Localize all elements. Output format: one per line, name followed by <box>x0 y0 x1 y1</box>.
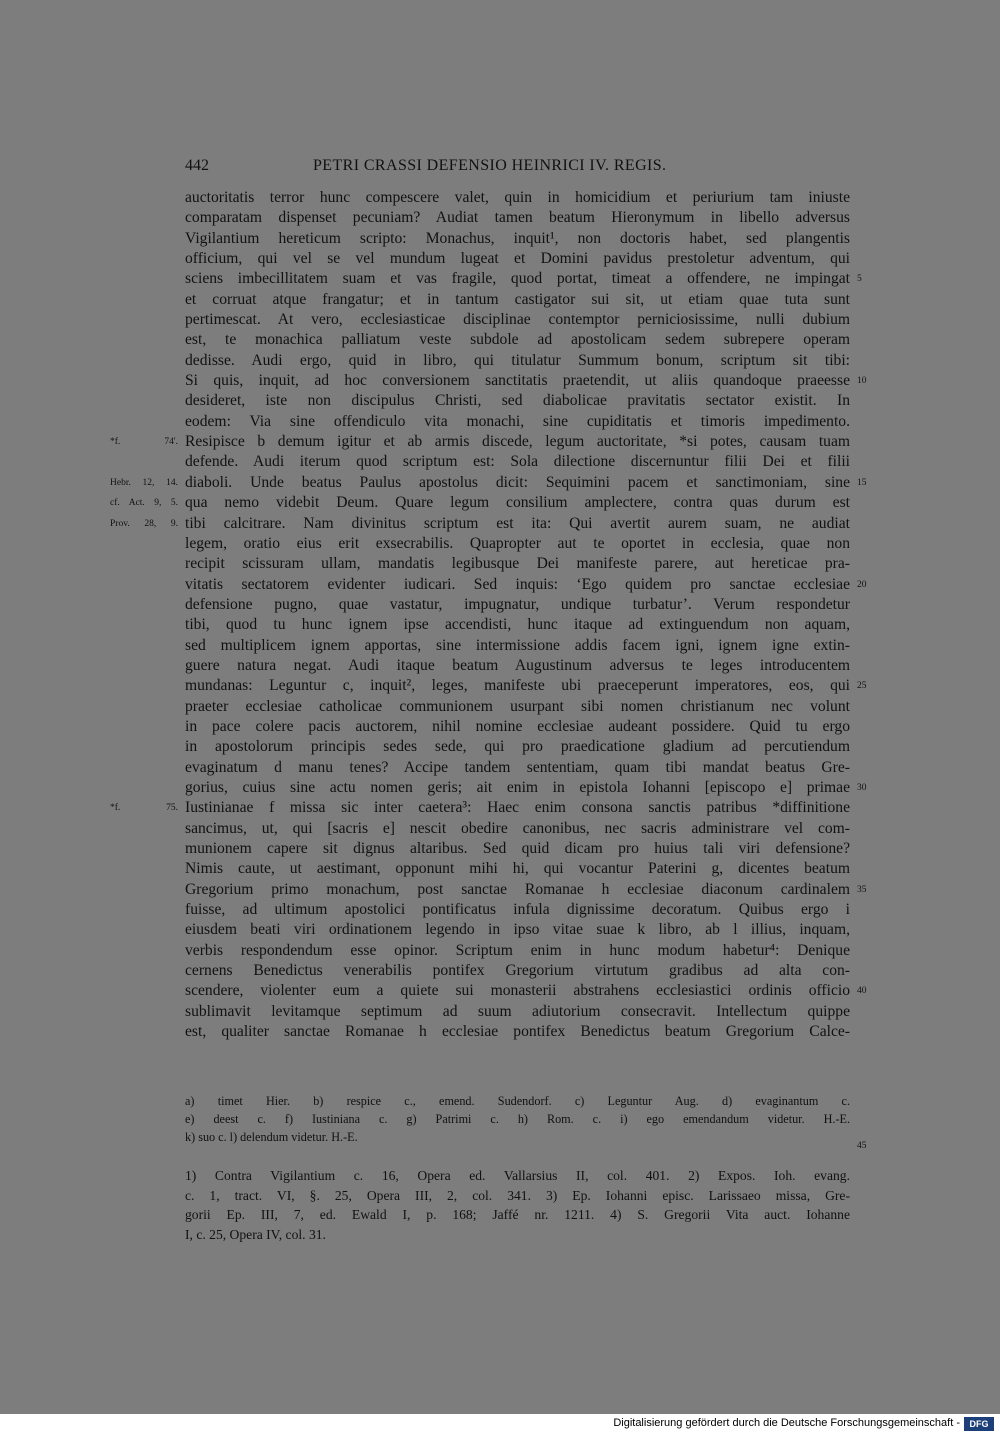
line-text: in apostolorum principis sedes sede, qui pro praedicatione gladium ad percutiendum <box>185 738 850 756</box>
line-text: sciens imbecillitatem suam et vas fragile, quod portat, timeat a offendere, ne impingat <box>185 270 850 288</box>
line-text: in pace colere pacis auctorem, nihil nomine ecclesiae audeant possidere. Quid tu ergo <box>185 717 850 735</box>
line-number: 5 <box>857 274 862 285</box>
running-header <box>185 157 850 181</box>
line-text: fuisse, ad ultimum apostolici pontificatus infula dignissime decoratum. Quibus ergo i <box>185 901 850 919</box>
line-text: Si quis, inquit, ad hoc conversionem sanctitatis praetendit, ut aliis quandoque praeesse <box>185 372 850 390</box>
line-text: officium, qui vel se vel mundum lugeat et Domini pavidus prestoletur adventum, qui <box>185 250 850 268</box>
line-text: auctoritatis terror hunc compescere valet, quin in homicidium et periurium tam iniuste <box>185 189 850 206</box>
line-text: eiusdem beati viri ordinationem legendo in ipso vitae suae k libro, ab l illius, inquam, <box>185 921 850 939</box>
line-text: diaboli. Unde beatus Paulus apostolus dicit: Sequimini pacem et sanctimoniam, sine <box>185 473 850 491</box>
line-text: tibi calcitrare. Nam divinitus scriptum est ita: Qui avertit aurem suam, ne audiat <box>185 514 850 532</box>
footnote-line: c. 1, tract. VI, §. 25, Opera III, 2, col. 341. 3) Ep. Iohanni episc. Larissaeo missa, Gre- <box>185 1187 850 1203</box>
main-text <box>110 188 867 1042</box>
line-text: desideret, iste non discipulus Christi, sed diabolicae pravitatis sectator existit. In <box>185 392 850 410</box>
text-line <box>185 880 867 900</box>
variant-note-line: a) timet Hier. b) respice c., emend. Sudendorf. c) Leguntur Aug. d) evaginantum c. <box>185 1094 850 1108</box>
line-number: 25 <box>857 681 867 692</box>
line-text: praeter ecclesiae catholicae communionem usurpant sibi nomen christianum nec volunt <box>185 697 850 715</box>
margin-reference: *f. 74'. <box>110 437 178 448</box>
text-line <box>185 249 850 269</box>
text-line <box>185 330 850 350</box>
dfg-logo: DFG <box>964 1417 994 1431</box>
line-text: mundanas: Leguntur c, inquit², leges, manifeste ubi praeceperunt imperatores, eos, qui <box>185 677 850 695</box>
text-line <box>185 1022 850 1042</box>
line-text: sed multiplicem ignem apportas, sine intermissione addis facem igni, ignem igne extin- <box>185 636 850 654</box>
text-line <box>185 534 850 554</box>
text-line <box>110 798 850 818</box>
text-line <box>185 452 850 472</box>
footnotes <box>185 1166 850 1244</box>
text-line <box>185 371 867 391</box>
text-line <box>185 941 850 961</box>
line-number: 35 <box>857 884 867 895</box>
line-text: pertimescat. At vero, ecclesiasticae disciplinae contemptor perniciosissime, nulli dubium <box>185 311 850 329</box>
line-text: Vigilantium hereticum scripto: Monachus, inquit¹, non doctoris habet, sed plangentis <box>185 229 850 247</box>
text-line <box>185 920 850 940</box>
line-text: est, qualiter sanctae Romanae h ecclesiae pontifex Benedictus beatum Gregorium Calce- <box>185 1023 850 1041</box>
text-line <box>185 351 850 371</box>
footnote-line: I, c. 25, Opera IV, col. 31. <box>185 1226 326 1242</box>
line-text: comparatam dispenset pecuniam? Audiat tamen beatum Hieronymum in libello adversus <box>185 209 850 227</box>
text-line <box>185 595 850 615</box>
footnote-line: gorii Ep. III, 7, ed. Ewald I, p. 168; Jaffé nr. 1211. 4) S. Gregorii Vita auct. Iohanne <box>185 1207 850 1222</box>
text-line <box>185 697 850 717</box>
text-line <box>185 290 850 310</box>
text-line <box>185 819 850 839</box>
text-line <box>185 554 850 574</box>
line-text: scendere, violenter eum a quiete sui monasterii abstrahens ecclesiastici ordinis officio <box>185 982 850 1000</box>
text-line <box>185 208 850 228</box>
line-text: Gregorium primo monachum, post sanctae Romanae h ecclesiae diaconum cardinalem <box>185 880 850 898</box>
line-text: Resipisce b demum igitur et ab armis discede, legum auctoritate, *si potes, causam tuam <box>185 433 850 451</box>
text-line <box>185 961 850 981</box>
line-text: recipit scissuram ullam, mandatis legibusque Dei manifeste parere, aut hereticae pra- <box>185 555 850 573</box>
line-text: verbis respondendum esse opinor. Scriptum enim in hunc modum habetur⁴: Denique <box>185 941 850 959</box>
line-text: defende. Audi iterum quod scriptum est: Sola dilectione discernuntur filii Dei et filii <box>185 453 850 471</box>
running-title: PETRI CRASSI DEFENSIO HEINRICI IV. REGIS. <box>313 157 667 174</box>
line-text: Nimis caute, ut aestimant, opponunt mihi hi, qui vocantur Paterini g, dicentes beatum <box>185 860 850 878</box>
line-text: est, te monachica palliatum veste subdole ad apostolicam sedem subrepere operam <box>185 331 850 349</box>
margin-reference: Prov. 28, 9. <box>110 518 178 529</box>
line-text: munionem capere sit dignus altaribus. Sed quid dicam pro huius tali viri defensione? <box>185 840 850 857</box>
text-line <box>185 229 850 249</box>
text-line <box>185 656 850 676</box>
text-line <box>185 636 850 656</box>
line-number: 45 <box>857 1141 867 1151</box>
text-line <box>185 737 850 757</box>
text-line <box>185 900 850 920</box>
text-line <box>185 676 867 696</box>
text-line <box>185 615 850 635</box>
variant-note-line: e) deest c. f) Iustiniana c. g) Patrimi c. h) Rom. c. i) ego emendandum videtur. H.-E. <box>185 1112 850 1126</box>
text-line <box>110 514 850 534</box>
line-text: Iustinianae f missa sic inter caetera³: Haec enim consona sanctis patribus *diffinitione <box>185 799 850 817</box>
text-line <box>185 981 867 1001</box>
line-text: defensione pugno, quae vastatur, impugnatur, undique turbatur’. Verum respondetur <box>185 595 850 613</box>
text-line <box>110 432 850 452</box>
line-text: et corruat atque frangatur; et in tantum castigator sui sit, ut etiam quae tuta sunt <box>185 290 850 308</box>
footnote-line: 1) Contra Vigilantium c. 16, Opera ed. Vallarsius II, col. 401. 2) Expos. Ioh. evang. <box>185 1168 850 1183</box>
footer-bar <box>0 1414 1000 1434</box>
text-line <box>185 310 850 330</box>
text-line <box>110 473 867 493</box>
line-number: 20 <box>857 579 867 590</box>
page-number: 442 <box>185 157 209 174</box>
line-number: 40 <box>857 986 867 997</box>
text-line <box>185 859 850 879</box>
line-text: sancimus, ut, qui [sacris e] nescit obedire canonibus, nec sacris administrare vel com- <box>185 819 850 837</box>
line-number: 10 <box>857 376 867 387</box>
text-line <box>110 493 850 513</box>
line-text: eodem: Via sine offendiculo vita monachi, sine cupiditatis et timoris impedimento. <box>185 412 850 430</box>
text-line <box>185 839 850 859</box>
line-text: guere natura negat. Audi itaque beatum Augustinum adversus te leges introducentem <box>185 656 850 674</box>
line-text: gorius, cuius sine actu nomen geris; ait enim in epistola Iohanni [episcopo e] primae <box>185 778 850 796</box>
text-line <box>185 1002 850 1022</box>
line-text: vitatis sectatorem evidenter iudicari. Sed inquis: ‘Ego quidem pro sanctae ecclesiae <box>185 575 850 593</box>
line-text: legem, oratio eius erit exsecrabilis. Quapropter aut te oportet in ecclesia, quae non <box>185 534 850 552</box>
text-line <box>185 717 850 737</box>
line-number: 15 <box>857 477 867 488</box>
margin-reference: cf. Act. 9, 5. <box>110 498 178 509</box>
text-line <box>185 758 850 778</box>
footer-credit: Digitalisierung gefördert durch die Deutsche Forschungsgemeinschaft - <box>613 1417 960 1429</box>
margin-reference: *f. 75. <box>110 803 178 814</box>
text-line <box>185 188 850 208</box>
variant-note-line: k) suo c. l) delendum videtur. H.-E. <box>185 1130 358 1144</box>
line-text: sublimavit levitamque septimum ad suum adiutorium consecravit. Intellectum quippe <box>185 1002 850 1020</box>
line-text: cernens Benedictus venerabilis pontifex Gregorium virtutum gradibus ad alta con- <box>185 962 850 980</box>
line-text: tibi, quod tu hunc ignem ipse accendisti, hunc itaque ad extinguendum non aquam, <box>185 616 850 634</box>
margin-reference: Hebr. 12, 14. <box>110 477 178 488</box>
text-line <box>185 269 862 289</box>
text-line <box>185 778 867 798</box>
text-line <box>185 412 850 432</box>
text-line <box>185 575 867 595</box>
text-line <box>185 391 850 411</box>
line-text: dedisse. Audi ergo, quid in libro, qui titulatur Summum bonum, scriptum sit tibi: <box>185 351 850 369</box>
line-text: qua nemo videbit Deum. Quare legum consilium amplectere, contra quas durum est <box>185 494 850 512</box>
line-text: evaginatum d manu tenes? Accipe tandem sententiam, quam tibi mandat beatus Gre- <box>185 758 850 776</box>
line-number: 30 <box>857 782 867 793</box>
variant-notes <box>185 1092 867 1151</box>
